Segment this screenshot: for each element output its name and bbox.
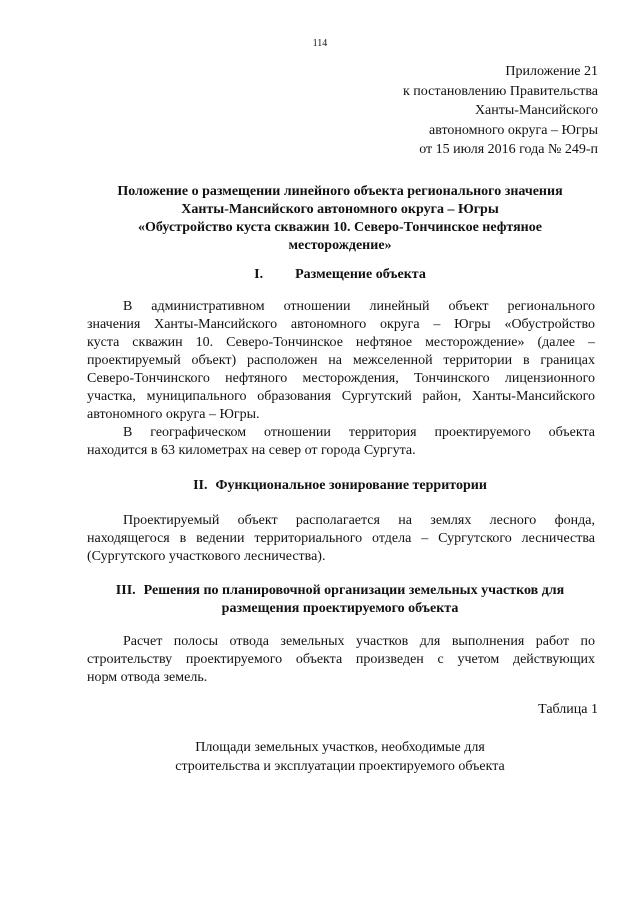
table-caption-line: строительства и эксплуатации проектируемого объекта: [175, 759, 505, 774]
paragraph-line: куста скважин 10. Северо-Тончинское нефтяное месторождение» (далее –: [87, 335, 595, 350]
section-3-heading-line-1: [80, 582, 600, 600]
title-line: Положение о размещении линейного объекта регионального значения: [117, 184, 563, 199]
section-3-paragraph-1: [87, 633, 595, 687]
paragraph-line: автономного округа – Югры.: [87, 407, 260, 422]
appendix-block: [403, 62, 598, 160]
table-caption: [80, 738, 600, 776]
section-1-number: I.: [254, 267, 264, 282]
appendix-line: Ханты-Мансийского: [474, 103, 598, 118]
paragraph-line: (Сургутского участкового лесничества).: [87, 549, 326, 564]
section-2-number: II.: [193, 478, 208, 493]
paragraph-line: В географическом отношении территория проектируемого объекта: [123, 425, 595, 440]
title-line: месторождение»: [288, 238, 392, 253]
paragraph-line: Северо-Тончинского нефтяного месторождения, Тончинского лицензионного: [87, 371, 595, 386]
section-3-heading: [80, 582, 600, 618]
section-2-paragraph-1: [87, 512, 595, 566]
paragraph-line: норм отвода земель.: [87, 670, 208, 685]
paragraph-line: В административном отношении линейный объект регионального: [123, 299, 595, 314]
section-2-title: Функциональное зонирование территории: [215, 478, 487, 493]
paragraph-line: находящегося в ведении территориального отдела – Сургутского лесничества: [87, 531, 595, 546]
section-2-heading: [80, 477, 600, 495]
appendix-line: Приложение 21: [505, 64, 598, 79]
document-title: [80, 183, 600, 255]
paragraph-line: проектируемый объект) расположен на межселенной территории в границах: [87, 353, 595, 368]
paragraph-line: находится в 63 километрах на север от города Сургута.: [87, 443, 416, 458]
paragraph-line: участка, муниципального образования Сургутский район, Ханты-Мансийского: [87, 389, 595, 404]
paragraph-line: значения Ханты-Мансийского автономного округа – Югры «Обустройство: [87, 317, 595, 332]
section-1-paragraph-2: [87, 424, 595, 460]
table-caption-line: Площади земельных участков, необходимые для: [195, 740, 485, 755]
section-3-title-line: размещения проектируемого объекта: [221, 601, 459, 616]
paragraph-line: Расчет полосы отвода земельных участков для выполнения работ по: [123, 634, 595, 649]
appendix-line: к постановлению Правительства: [402, 83, 598, 99]
section-1-heading: [80, 266, 600, 284]
section-3-title-line: Решения по планировочной организации земельных участков для: [143, 583, 565, 598]
section-1-paragraph-1: [87, 298, 595, 424]
appendix-line: от 15 июля 2016 года № 249-п: [419, 142, 598, 157]
page-number: 114: [312, 38, 328, 49]
title-line: «Обустройство куста скважин 10. Северо-Тончинское нефтяное: [138, 220, 542, 235]
paragraph-line: Проектируемый объект располагается на землях лесного фонда,: [123, 513, 595, 528]
table-label: Таблица 1: [538, 702, 598, 717]
section-3-number: III.: [115, 583, 136, 598]
title-line: Ханты-Мансийского автономного округа – Югры: [181, 202, 499, 217]
appendix-line: автономного округа – Югры: [429, 122, 598, 138]
section-1-title: Размещение объекта: [295, 267, 426, 282]
paragraph-line: строительству проектируемого объекта произведен с учетом действующих: [87, 652, 595, 667]
